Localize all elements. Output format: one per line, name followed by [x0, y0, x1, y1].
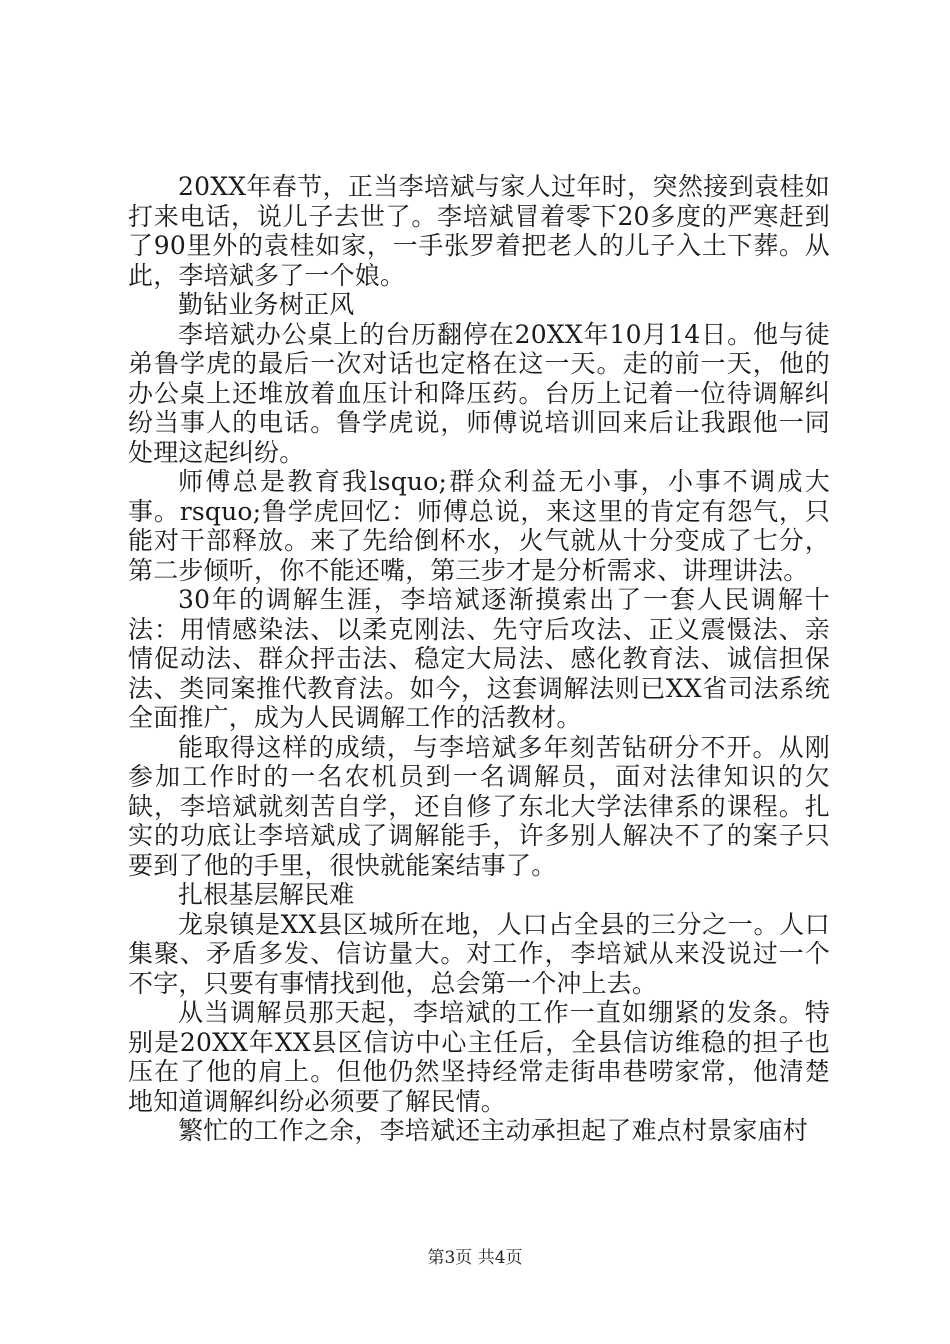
section-heading-grassroots: 扎根基层解民难: [178, 880, 355, 909]
paragraph-petition-center: 从当调解员那天起，李培斌的工作一直如绷紧的发条。特别是20XX年XX县区信访中心主任后，全县信访维稳的担子也压在了他的肩上。但他仍然坚持经常走街串巷唠家常，他清楚地知道调解纠纷必须要了解民情。: [128, 998, 830, 1116]
paragraph-desk-calendar: 李培斌办公桌上的台历翻停在20XX年10月14日。他与徒弟鲁学虎的最后一次对话也定格在这一天。走的前一天，他的办公桌上还堆放着血压计和降压药。台历上记着一位待调解纠纷当事人的电话。鲁学虎说，师傅说培训回来后让我跟他一同处理这起纠纷。: [128, 319, 830, 467]
page-number-footer: 第3页 共4页: [427, 1248, 523, 1268]
paragraph-spare-time: 繁忙的工作之余，李培斌还主动承担起了难点村景家庙村: [178, 1116, 809, 1145]
paragraph-longquan-town: 龙泉镇是XX县区城所在地，人口占全县的三分之一。人口集聚、矛盾多发、信访量大。对工作，李培斌从来没说过一个不字，只要有事情找到他，总会第一个冲上去。: [128, 909, 830, 998]
paragraph-achievements: 能取得这样的成绩，与李培斌多年刻苦钻研分不开。从刚参加工作时的一名农机员到一名调解员，面对法律知识的欠缺，李培斌就刻苦自学，还自修了东北大学法律系的课程。扎实的功底让李培斌成了调解能手，许多别人解决不了的案子只要到了他的手里，很快就能案结事了。: [128, 732, 830, 880]
section-heading-diligence: 勤钻业务树正风: [178, 290, 355, 319]
paragraph-ten-methods: 30年的调解生涯，李培斌逐渐摸索出了一套人民调解十法：用情感染法、以柔克刚法、先守后攻法、正义震慑法、亲情促动法、群众抨击法、稳定大局法、感化教育法、诚信担保法、类同案推代教育法。如今，这套调解法则已XX省司法系统全面推广，成为人民调解工作的活教材。: [128, 585, 830, 732]
paragraph-master-teaching: 师傅总是教育我lsquo;群众利益无小事，小事不调成大事。rsquo;鲁学虎回忆：师傅总说，来这里的肯定有怨气，只能对干部释放。来了先给倒杯水，火气就从十分变成了七分，第二步倾听，你不能还嘴，第三步才是分析需求、讲理讲法。: [128, 467, 830, 585]
paragraph-new-year: 20XX年春节，正当李培斌与家人过年时，突然接到袁桂如打来电话，说儿子去世了。李培斌冒着零下20多度的严寒赶到了90里外的袁桂如家，一手张罗着把老人的儿子入土下葬。从此，李培斌多了一个娘。: [128, 172, 830, 290]
document-body: [128, 172, 830, 1146]
